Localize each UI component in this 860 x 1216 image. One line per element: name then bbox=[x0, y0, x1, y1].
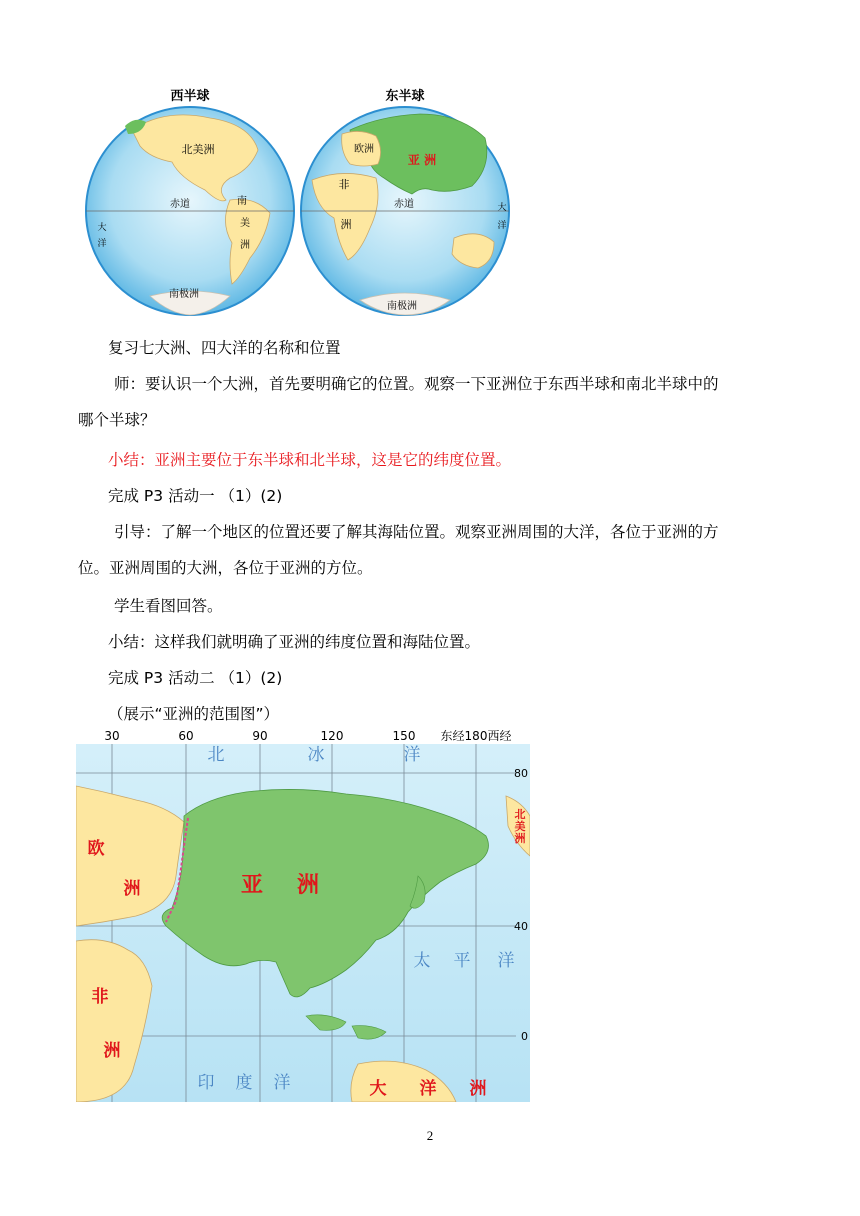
oceania-label-3: 洲 bbox=[469, 1079, 487, 1099]
lat-label-40: 40 bbox=[514, 920, 528, 933]
east-hemisphere-title: 东半球 bbox=[385, 89, 425, 104]
arctic-label-1: 北 bbox=[207, 745, 225, 765]
teacher-line-1: 师：要认识一个大洲，首先要明确它的位置。观察一下亚洲位于东西半球和南北半球中的 bbox=[114, 375, 719, 393]
east-asia-label: 亚 洲 bbox=[407, 153, 437, 167]
lon-label-60: 60 bbox=[178, 729, 194, 743]
west-hemisphere-title: 西半球 bbox=[170, 89, 210, 104]
asia-label-2: 洲 bbox=[296, 873, 320, 898]
africa-label-2: 洲 bbox=[103, 1041, 121, 1061]
activity-2: 完成 P3 活动二 （1）(2) bbox=[108, 669, 283, 687]
students-answer: 学生看图回答。 bbox=[114, 597, 223, 615]
east-antarctica-label: 南极洲 bbox=[387, 301, 417, 312]
east-oceania-label-1: 大 bbox=[497, 203, 507, 213]
review-heading: 复习七大洲、四大洋的名称和位置 bbox=[108, 339, 341, 357]
north-america-label-3: 洲 bbox=[514, 832, 526, 845]
west-north-america-label: 北美洲 bbox=[181, 143, 215, 156]
west-oceania-label-1: 大 bbox=[97, 223, 107, 233]
east-europe-label: 欧洲 bbox=[354, 144, 374, 155]
asia-label-1: 亚 bbox=[240, 873, 264, 898]
east-africa-label-2: 洲 bbox=[340, 218, 352, 231]
pacific-label-1: 太 bbox=[413, 951, 431, 971]
lon-label-120: 120 bbox=[320, 729, 344, 743]
page-number: 2 bbox=[426, 1128, 434, 1143]
west-south-america-label-3: 洲 bbox=[240, 240, 250, 251]
west-south-america-label-2: 美 bbox=[240, 218, 250, 229]
pacific-label-2: 平 bbox=[453, 951, 471, 971]
east-oceania-label-2: 洋 bbox=[497, 221, 507, 231]
lat-label-0: 0 bbox=[521, 1030, 528, 1043]
north-america-label-2: 美 bbox=[514, 820, 526, 833]
summary-1: 小结：亚洲主要位于东半球和北半球，这是它的纬度位置。 bbox=[108, 451, 512, 469]
activity-1: 完成 P3 活动一 （1）(2) bbox=[108, 487, 283, 505]
lon-label-30: 30 bbox=[104, 729, 120, 743]
lon-label-180: 东经180西经 bbox=[440, 729, 512, 743]
europe-label-1: 欧 bbox=[87, 839, 105, 859]
europe-label-2: 洲 bbox=[123, 879, 141, 899]
asia-range-map bbox=[76, 726, 530, 1102]
teacher-line-2: 哪个半球？ bbox=[78, 411, 156, 429]
lon-label-90: 90 bbox=[252, 729, 268, 743]
west-oceania-label-2: 洋 bbox=[97, 239, 107, 249]
summary-2: 小结：这样我们就明确了亚洲的纬度位置和海陆位置。 bbox=[108, 633, 481, 651]
show-map-caption: （展示“亚洲的范围图”） bbox=[108, 705, 280, 723]
indian-label-2: 度 bbox=[235, 1073, 253, 1093]
guide-line-2: 位。亚洲周围的大洲，各位于亚洲的方位。 bbox=[78, 559, 373, 577]
west-antarctica-label: 南极洲 bbox=[169, 289, 199, 300]
lat-label-80: 80 bbox=[514, 767, 528, 780]
west-equator-label: 赤道 bbox=[170, 199, 190, 210]
africa-label-1: 非 bbox=[91, 987, 109, 1007]
east-equator-label: 赤道 bbox=[394, 199, 414, 210]
arctic-label-3: 洋 bbox=[403, 745, 421, 765]
indian-label-3: 洋 bbox=[273, 1073, 291, 1093]
guide-line-1: 引导：了解一个地区的位置还要了解其海陆位置。观察亚洲周围的大洋，各位于亚洲的方 bbox=[114, 523, 719, 541]
west-south-america-label-1: 南 bbox=[237, 196, 247, 207]
north-america-label-1: 北 bbox=[514, 808, 526, 821]
hemisphere-globes-figure bbox=[80, 78, 510, 326]
east-africa-label-1: 非 bbox=[338, 178, 350, 191]
indian-label-1: 印 bbox=[197, 1073, 215, 1093]
oceania-label-2: 洋 bbox=[419, 1079, 437, 1099]
arctic-label-2: 冰 bbox=[307, 745, 325, 765]
oceania-label-1: 大 bbox=[369, 1079, 387, 1099]
pacific-label-3: 洋 bbox=[497, 951, 515, 971]
lon-label-150: 150 bbox=[392, 729, 416, 743]
